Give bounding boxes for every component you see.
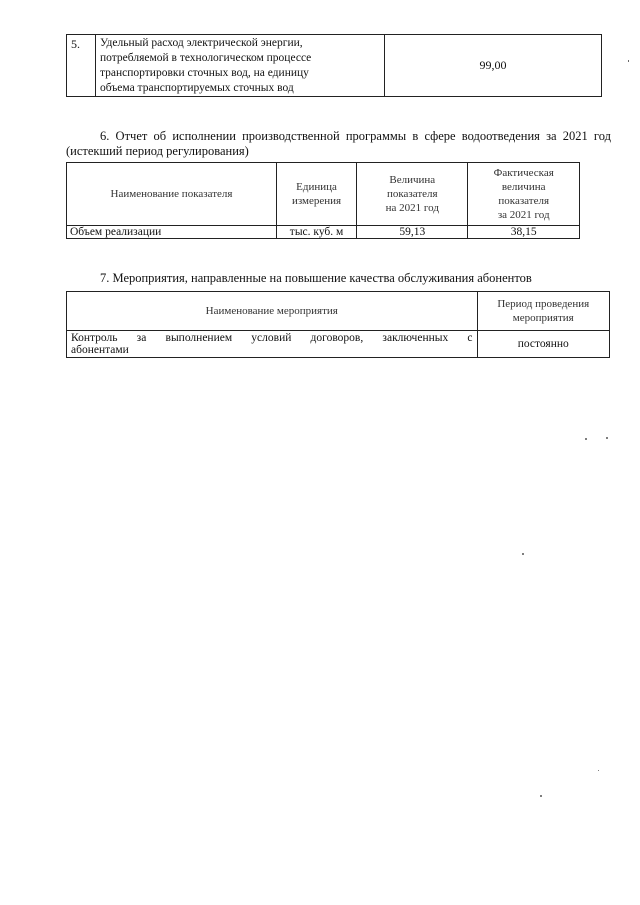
table-row xyxy=(67,331,610,358)
cell-actual-value: 38,15 xyxy=(468,226,580,239)
measure-line: абонентами xyxy=(71,344,129,356)
cell-period: постоянно xyxy=(477,331,609,358)
header-unit xyxy=(276,163,356,226)
table-header-row xyxy=(67,292,610,331)
service-measures-table xyxy=(66,291,610,358)
table-header-row xyxy=(67,163,580,226)
description-line: Удельный расход электрической энергии, xyxy=(100,37,303,49)
cell-measure-name xyxy=(67,331,478,358)
row-number: 5. xyxy=(67,35,96,97)
energy-consumption-table xyxy=(66,34,602,97)
scan-speck xyxy=(628,60,629,62)
scan-speck xyxy=(585,438,587,440)
indicator-description xyxy=(96,35,385,97)
description-line: потребляемой в технологическом процессе xyxy=(100,52,312,64)
header-line: измерения xyxy=(291,195,342,207)
header-line: показателя xyxy=(386,188,438,200)
header-planned-value xyxy=(357,163,468,226)
scan-speck xyxy=(522,553,524,555)
header-line: Величина xyxy=(389,174,436,186)
header-indicator-name: Наименование показателя xyxy=(67,163,277,226)
section-6-heading: 6. Отчет об исполнении производственной программы в сфере водоотведения за 2021 год (истекший период регулирования) xyxy=(66,129,611,158)
header-line: на 2021 год xyxy=(385,202,439,214)
cell-indicator-name: Объем реализации xyxy=(67,226,277,239)
scan-speck xyxy=(606,437,608,439)
header-measure-name: Наименование мероприятия xyxy=(67,292,478,331)
indicator-value: 99,00 xyxy=(385,35,602,97)
scan-speck xyxy=(598,770,599,771)
header-line: за 2021 год xyxy=(497,209,550,221)
header-line: Фактическая xyxy=(493,167,554,179)
header-line: величина xyxy=(501,181,546,193)
measure-line: Контроль за выполнением условий договоров, заключенных с xyxy=(71,332,473,344)
header-line: Период проведения xyxy=(497,298,590,310)
description-line: транспортировки сточных вод, на единицу xyxy=(100,67,309,79)
section-7-heading: 7. Мероприятия, направленные на повышение качества обслуживания абонентов xyxy=(100,271,532,285)
header-actual-value xyxy=(468,163,580,226)
cell-unit: тыс. куб. м xyxy=(276,226,356,239)
header-line: Единица xyxy=(296,181,337,193)
program-report-table xyxy=(66,162,580,239)
scan-speck xyxy=(540,795,542,797)
header-period xyxy=(477,292,609,331)
header-line: показателя xyxy=(498,195,550,207)
header-line: мероприятия xyxy=(512,312,574,324)
table-row xyxy=(67,35,602,97)
cell-planned-value: 59,13 xyxy=(357,226,468,239)
table-row xyxy=(67,226,580,239)
description-line: объема транспортируемых сточных вод xyxy=(100,82,294,94)
